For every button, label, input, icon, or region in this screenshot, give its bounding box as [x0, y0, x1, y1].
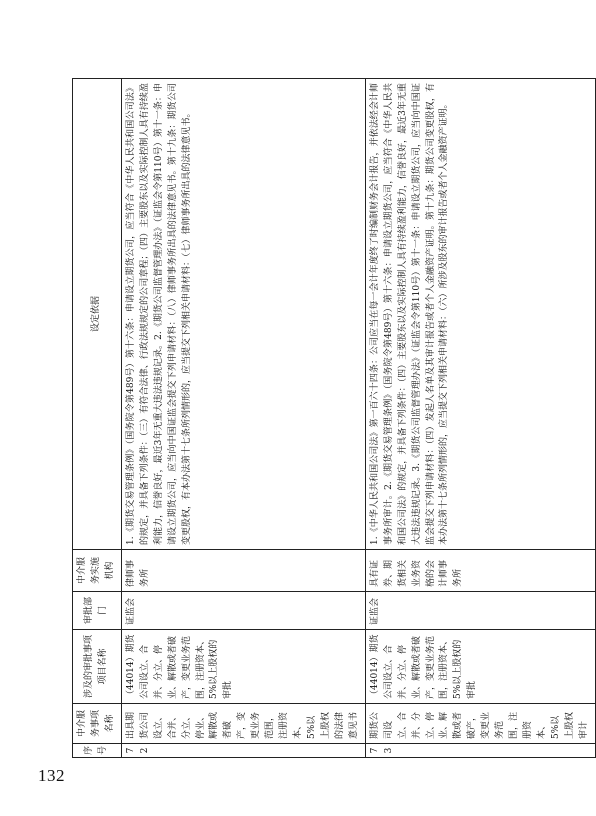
header-agency: 中介服务实施机构 [73, 550, 122, 592]
table-row [365, 79, 595, 758]
header-dept: 审批部门 [73, 592, 122, 630]
header-approval-item: 涉及的审批事项项目名称 [73, 630, 122, 704]
header-no: 序号 [73, 744, 122, 758]
row-basis: 1.《期货交易管理条例》（国务院令第489号）第十六条：申请设立期货公司，应当符合《中华人民共和国公司法》的规定，并具备下列条件：（三）有符合法律、行政法规规定的公司章程；（四）主要股东以及实际控制人具有持续盈利能力，信誉良好，最近3年无重大违法违规记录。2.《期货公司监督管理办法》（证监会令第110号）第十一条：申请设立期货公司，应当向中国证监会提交下列申请材料：（八）律师事务所出具的法律意见书。第十九条：期货公司变更股权，有本办法第十七条所列情形的，应当提交下列相关申请材料：（七）律师事务所出具的法律意见书。 [121, 79, 365, 550]
row-service-name: 期货公司设立、合并、分立、停业、解散或者破产，变更业务范围，注册资本、5%以上股权审计 [365, 704, 595, 744]
row-approval-item: （44014）期货公司设立、合并、分立、停业、解散或者破产，变更业务范围，注册资本、5%以上股权的审批 [365, 630, 595, 704]
row-dept: 证监会 [365, 592, 595, 630]
row-no: 72 [121, 744, 365, 758]
table-row [121, 79, 365, 758]
page-number: 132 [38, 766, 65, 785]
row-service-name: 出具期货公司设立、合并、分立、停业、解散或者破产，变更业务范围，注册资本、5%以上股权的法律意见书 [121, 704, 365, 744]
table-header-row [73, 79, 122, 758]
header-service-name: 中介服务事项名称 [73, 704, 122, 744]
row-no: 73 [365, 744, 595, 758]
header-basis: 设定依据 [73, 79, 122, 550]
row-agency: 律师事务所 [121, 550, 365, 592]
row-dept: 证监会 [121, 592, 365, 630]
row-basis: 1.《中华人民共和国公司法》第一百六十四条：公司应当在每一会计年度终了时编制财务会计报告，并依法经会计师事务所审计。2.《期货交易管理条例》（国务院令第489号）第十六条：申请设立期货公司，应当符合《中华人民共和国公司法》的规定，并具备下列条件：（四）主要股东以及实际控制人具有持续盈利能力，信誉良好，最近3年无重大违法违规记录。3.《期货公司监督管理办法》（证监会令第110号）第十一条：申请设立期货公司，应当向中国证监会提交下列申请材料：（四）发起人名单及其审计报告或者个人金融资产证明。第十九条：期货公司变更股权，有本办法第十七条所列情形的，应当提交下列相关申请材料：（六）所涉及股东的审计报告或者个人金融资产证明。 [365, 79, 595, 550]
rotated-table-region [72, 78, 589, 758]
approval-basis-table [72, 78, 596, 758]
row-approval-item: （44014）期货公司设立、合并、分立、停业、解散或者破产，变更业务范围，注册资本、5%以上股权的审批 [121, 630, 365, 704]
row-agency: 具有证券、期货相关业务资格的会计师事务所 [365, 550, 595, 592]
